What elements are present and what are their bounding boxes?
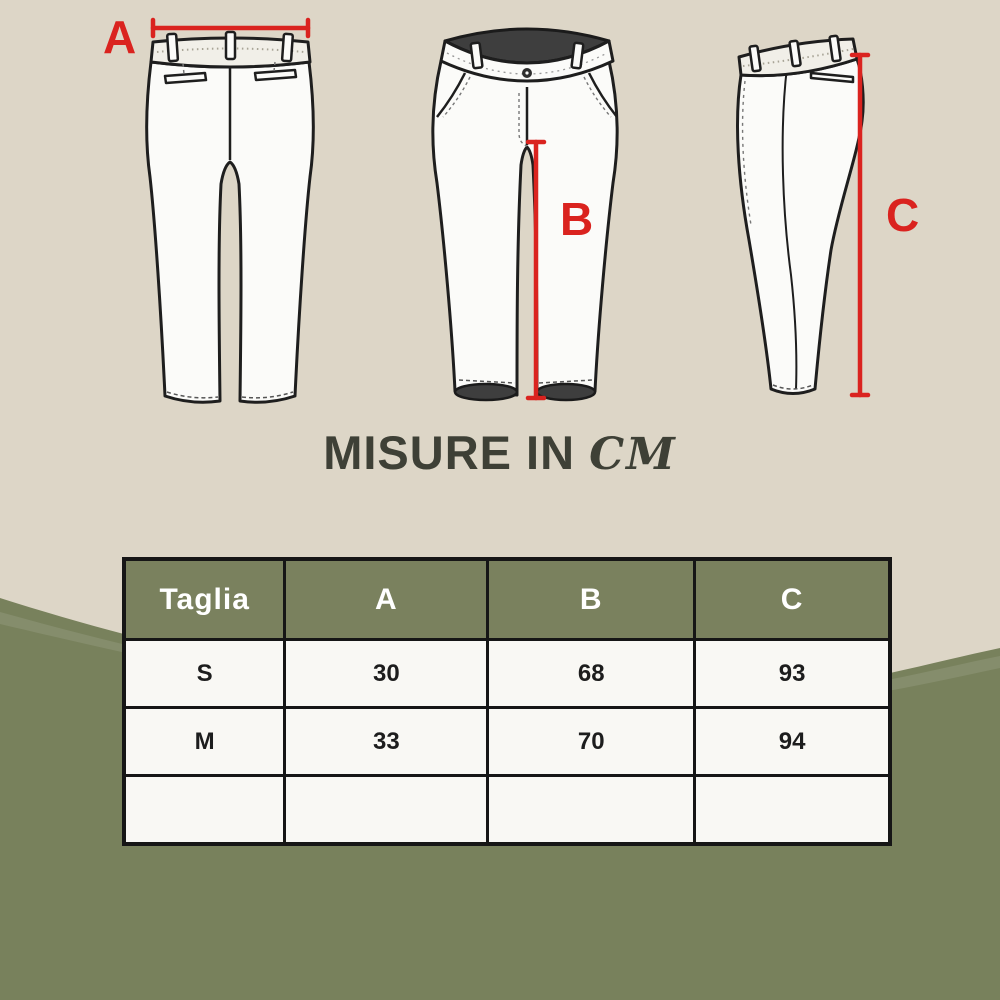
size-cell-empty-b [488, 776, 695, 845]
size-cell-m-c: 94 [695, 708, 890, 776]
chart-title-text: MISURE IN [323, 426, 576, 479]
size-cell-empty-c [695, 776, 890, 845]
size-cell-m-taglia: M [124, 708, 285, 776]
pants-back-view-illustration [95, 12, 325, 404]
chart-title-unit: CM [589, 429, 677, 480]
measurement-label-c: C [886, 189, 920, 241]
size-cell-s-taglia: S [124, 640, 285, 708]
size-table-header-row [124, 559, 890, 640]
size-table-row-empty [124, 776, 890, 845]
size-cell-m-b: 70 [488, 708, 695, 776]
size-table-row-s [124, 640, 890, 708]
leg-openings [455, 384, 595, 400]
measurement-label-a: A [103, 11, 137, 63]
size-cell-s-a: 30 [285, 640, 488, 708]
size-cell-empty-a [285, 776, 488, 845]
size-table-header-taglia: Taglia [124, 559, 285, 640]
size-cell-s-b: 68 [488, 640, 695, 708]
pants-side-body [738, 59, 864, 394]
size-cell-empty-taglia [124, 776, 285, 845]
size-table [122, 557, 892, 846]
measurement-label-b: B [560, 193, 594, 245]
size-cell-m-a: 33 [285, 708, 488, 776]
size-table-header-c: C [695, 559, 890, 640]
size-table-row-m [124, 708, 890, 776]
pants-front-view-illustration [425, 15, 645, 407]
size-cell-s-c: 93 [695, 640, 890, 708]
size-table-header-b: B [488, 559, 695, 640]
size-table-header-a: A [285, 559, 488, 640]
waist-button [522, 68, 532, 78]
chart-title [0, 425, 1000, 480]
